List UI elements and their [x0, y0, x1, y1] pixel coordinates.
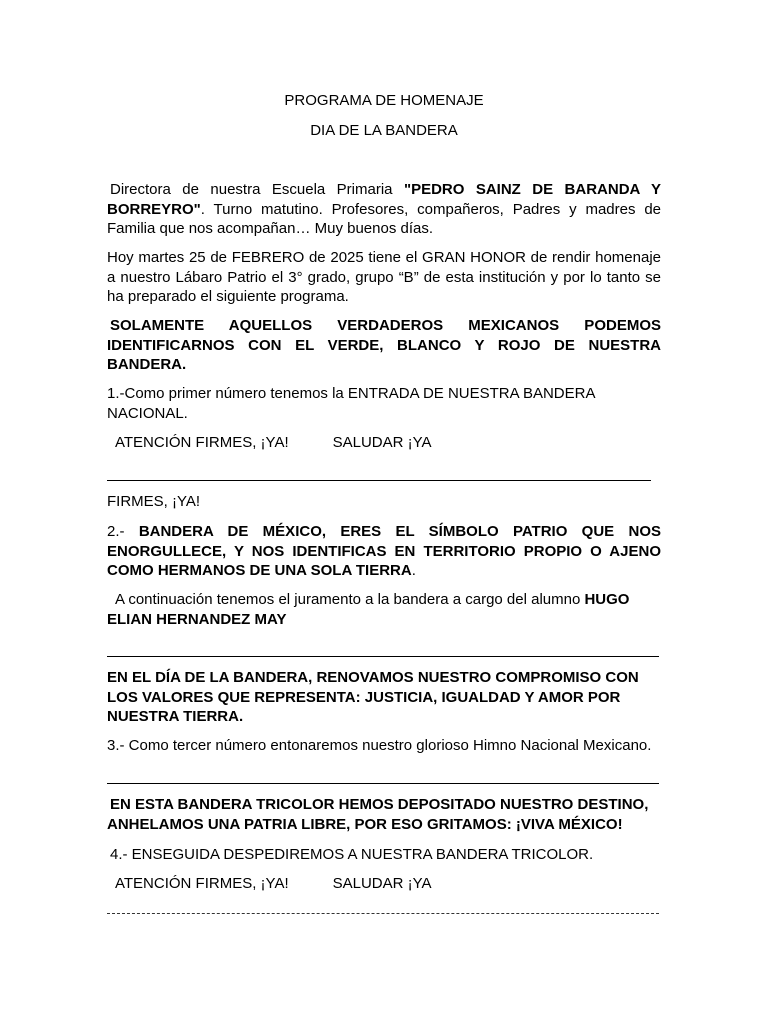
- document-title: PROGRAMA DE HOMENAJE: [284, 92, 484, 109]
- salute-command: SALUDAR ¡YA: [332, 434, 432, 451]
- separator-rule: [107, 783, 659, 784]
- program-item-4: 4.- ENSEGUIDA DESPEDIREMOS A NUESTRA BANDERA TRICOLOR.: [110, 846, 594, 863]
- quote-dia-de-la-bandera: EN EL DÍA DE LA BANDERA, RENOVAMOS NUESTRO COMPROMISO CON LOS VALORES QUE REPRESENTA: JUSTICIA, IGUALDAD Y AMOR POR NUESTRA TIERRA.: [107, 669, 639, 725]
- command-line-2: [115, 874, 432, 893]
- firmes-command: FIRMES, ¡YA!: [107, 493, 201, 510]
- separator-rule: [107, 480, 651, 481]
- item-2-text: BANDERA DE MÉXICO, ERES EL SÍMBOLO PATRIO QUE NOS ENORGULLECE, Y NOS IDENTIFICAS EN TERRITORIO PROPIO O AJENO COMO HERMANOS DE UNA SOLA TIERRA: [107, 523, 661, 579]
- dashed-separator: [107, 913, 659, 914]
- salute-command: SALUDAR ¡YA: [332, 875, 432, 892]
- document-subtitle: DIA DE LA BANDERA: [310, 122, 458, 139]
- program-item-3: 3.- Como tercer número entonaremos nuestro glorioso Himno Nacional Mexicano.: [107, 737, 652, 754]
- separator-rule: [107, 656, 659, 657]
- oath-paragraph: [107, 590, 661, 629]
- attention-command: ATENCIÓN FIRMES, ¡YA!: [115, 875, 289, 892]
- quote-bandera-tricolor: EN ESTA BANDERA TRICOLOR HEMOS DEPOSITADO NUESTRO DESTINO, ANHELAMOS UNA PATRIA LIBRE, POR ESO GRITAMOS: ¡VIVA MÉXICO!: [107, 796, 649, 833]
- command-line-1: [115, 433, 432, 452]
- intro-paragraph: [107, 180, 661, 239]
- attention-command: ATENCIÓN FIRMES, ¡YA!: [115, 434, 289, 451]
- quote-verdaderos-mexicanos: SOLAMENTE AQUELLOS VERDADEROS MEXICANOS PODEMOS IDENTIFICARNOS CON EL VERDE, BLANCO Y ROJO DE NUESTRA BANDERA.: [107, 317, 661, 373]
- student-name: HUGO ELIAN HERNANDEZ MAY: [107, 591, 630, 628]
- school-name: "PEDRO SAINZ DE BARANDA Y BORREYRO": [107, 181, 661, 218]
- oath-text: A continuación tenemos el juramento a la bandera a cargo del alumno: [115, 591, 585, 608]
- item-2-number: 2.-: [107, 523, 139, 540]
- intro-suffix: . Turno matutino. Profesores, compañeros, Padres y madres de Familia que nos acompañan… Muy buenos días.: [107, 200, 661, 237]
- intro-prefix: Directora de nuestra Escuela Primaria: [110, 181, 404, 198]
- program-item-2: [107, 522, 661, 581]
- program-item-1: 1.-Como primer número tenemos la ENTRADA DE NUESTRA BANDERA NACIONAL.: [107, 385, 595, 422]
- item-2-suffix: .: [411, 562, 416, 579]
- today-paragraph: Hoy martes 25 de FEBRERO de 2025 tiene el GRAN HONOR de rendir homenaje a nuestro Lábaro Patrio el 3° grado, grupo “B” de esta institución y por lo tanto se ha preparado el siguiente programa.: [107, 249, 661, 305]
